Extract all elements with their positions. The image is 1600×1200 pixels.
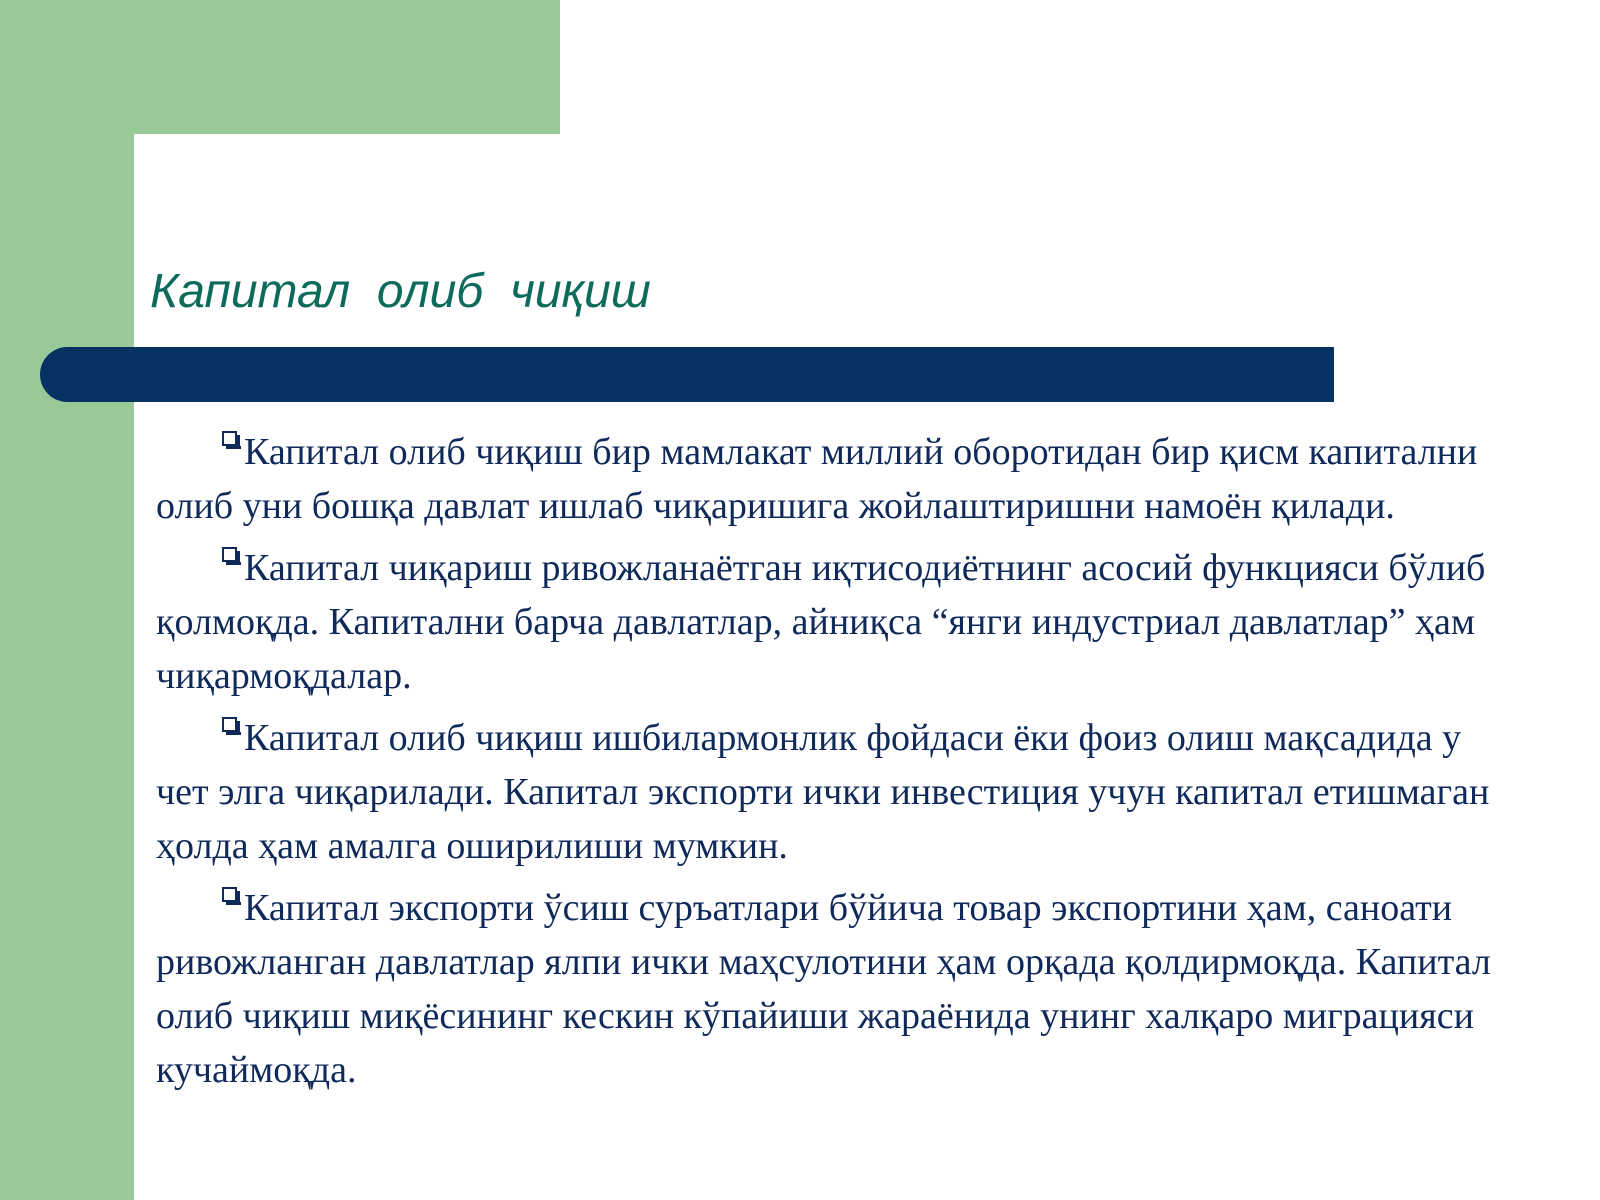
bullet-item	[156, 425, 1516, 533]
bullet-text: Капитал экспорти ўсиш суръатлари бўйича товар экспортини ҳам, саноати ривожланган давлатлар ялпи ички маҳсулотини ҳам орқада қолдирмоқда. Капитал олиб чиқиш миқёсининг кескин кўпайиши жараёнида унинг халқаро миграцияси кучаймоқда.	[156, 887, 1491, 1091]
slide-body	[156, 425, 1516, 1105]
hollow-square-bullet-icon	[222, 547, 241, 566]
left-green-band	[0, 0, 134, 1200]
bullet-text: Капитал олиб чиқиш ишбилармонлик фойдаси ёки фоиз олиш мақсадида у чет элга чиқарилади. Капитал экспорти ички инвестиция учун капитал етишмаган ҳолда ҳам амалга оширилиши мумкин.	[156, 717, 1490, 867]
bullet-text: Капитал чиқариш ривожланаётган иқтисодиётнинг асосий функцияси бўлиб қолмоқда. Капитални барча давлатлар, айниқса “янги индустриал давлатлар” ҳам чиқармоқдалар.	[156, 547, 1486, 697]
title-underline-bar	[40, 347, 1334, 402]
hollow-square-bullet-icon	[222, 431, 241, 450]
bullet-item	[156, 881, 1516, 1097]
bullet-item	[156, 711, 1516, 873]
bullet-item	[156, 541, 1516, 703]
hollow-square-bullet-icon	[222, 887, 241, 906]
hollow-square-bullet-icon	[222, 717, 241, 736]
bullet-text: Капитал олиб чиқиш бир мамлакат миллий оборотидан бир қисм капитални олиб уни бошқа давлат ишлаб чиқаришига жойлаштиришни намоён қилади.	[156, 431, 1478, 527]
slide-title: Капитал олиб чиқиш	[150, 265, 651, 318]
top-green-band	[0, 0, 560, 134]
